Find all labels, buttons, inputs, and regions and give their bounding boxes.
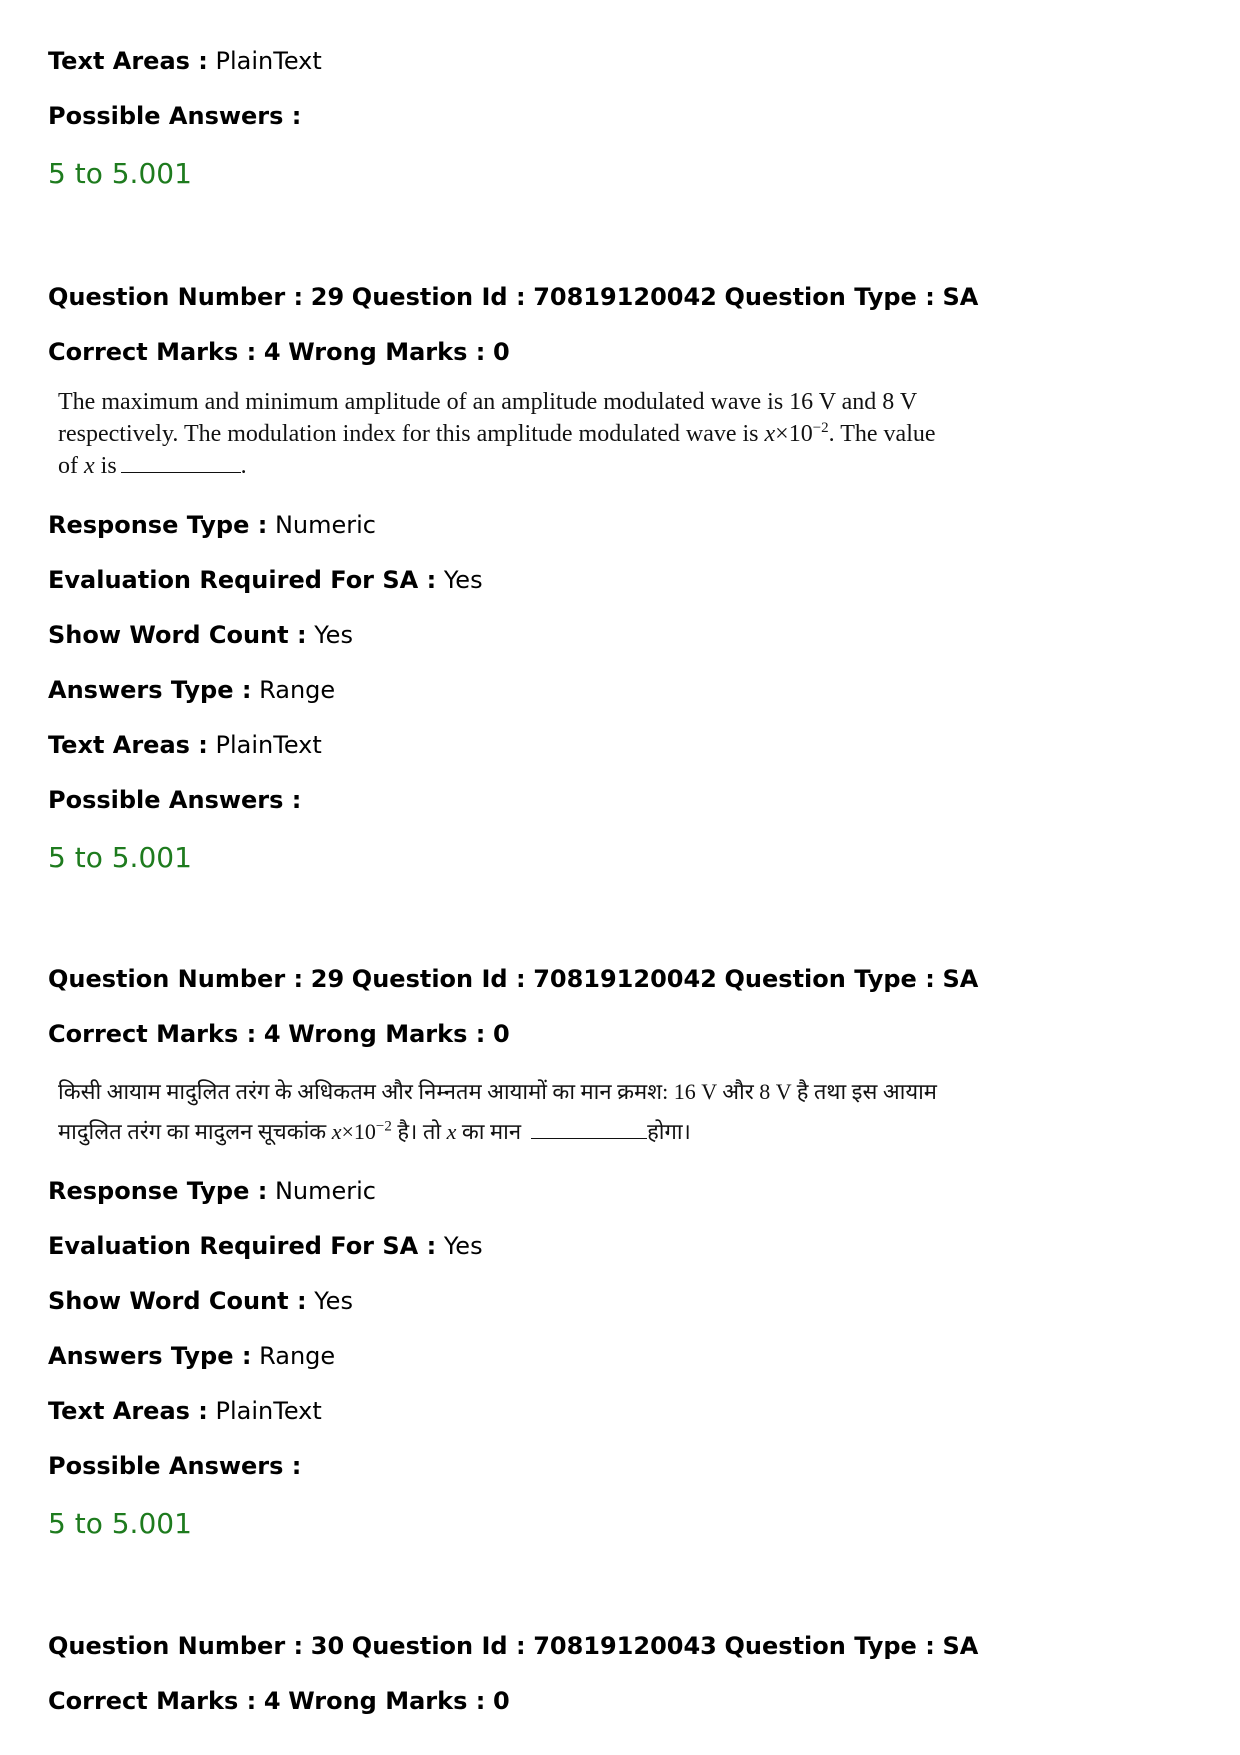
answer-blank	[531, 1137, 647, 1139]
math-multiplier: ×10	[775, 421, 813, 447]
show-word-count-label: Show Word Count :	[48, 621, 307, 649]
question-text-fragment: का मान	[456, 1119, 522, 1144]
question-text-fragment: है। तो	[391, 1119, 447, 1144]
possible-answers-label: Possible Answers :	[48, 786, 302, 814]
question-text-fragment: . The value	[828, 421, 936, 447]
evaluation-required-label: Evaluation Required For SA :	[48, 566, 437, 594]
answers-type-value: Range	[259, 676, 336, 704]
possible-answers-row	[48, 785, 301, 815]
possible-answers-row	[48, 101, 301, 131]
response-type-value: Numeric	[274, 511, 376, 539]
possible-answers-label: Possible Answers :	[48, 1452, 302, 1480]
possible-answers-label: Possible Answers :	[48, 102, 302, 130]
text-areas-label: Text Areas :	[48, 1397, 208, 1425]
question-id: 70819120042	[533, 283, 717, 311]
evaluation-required-value: Yes	[443, 566, 483, 594]
math-variable: x	[446, 1119, 457, 1144]
text-areas-value: PlainText	[215, 1397, 322, 1425]
answers-type-row	[48, 1341, 335, 1371]
evaluation-required-row	[48, 1231, 483, 1261]
wrong-marks-label: Wrong Marks :	[288, 338, 486, 366]
question-text-line: किसी आयाम मादुलित तरंग के अधिकतम और निम्नतम आयामों का मान क्रमश: 16 V और 8 V है तथा इस आयाम	[58, 1079, 937, 1104]
question-number-label: Question Number :	[48, 283, 304, 311]
answers-type-row	[48, 675, 335, 705]
question-type: SA	[942, 1632, 979, 1660]
text-areas-value: PlainText	[215, 47, 322, 75]
marks-row	[48, 337, 510, 367]
show-word-count-label: Show Word Count :	[48, 1287, 307, 1315]
question-type-label: Question Type :	[724, 1632, 935, 1660]
wrong-marks: 0	[492, 1020, 510, 1048]
show-word-count-value: Yes	[314, 621, 353, 649]
evaluation-required-value: Yes	[443, 1232, 483, 1260]
math-multiplier: ×10	[341, 1119, 376, 1144]
correct-marks: 4	[263, 1020, 281, 1048]
question-text-line	[58, 450, 936, 482]
question-text-fragment: is	[94, 453, 117, 479]
answers-type-value: Range	[259, 1342, 336, 1370]
question-id-label: Question Id :	[351, 965, 526, 993]
possible-answers-row	[48, 1451, 301, 1481]
marks-row	[48, 1019, 510, 1049]
question-text-fragment: .	[240, 453, 247, 479]
marks-row	[48, 1686, 510, 1716]
wrong-marks: 0	[492, 1687, 510, 1715]
math-variable: x	[331, 1119, 342, 1144]
question-text-fragment: होगा।	[647, 1119, 691, 1144]
correct-marks: 4	[263, 338, 281, 366]
show-word-count-row	[48, 620, 353, 650]
answer-blank	[121, 471, 241, 473]
question-text-fragment: मादुलित तरंग का मादुलन सूचकांक	[58, 1119, 332, 1144]
question-id: 70819120042	[533, 965, 717, 993]
evaluation-required-label: Evaluation Required For SA :	[48, 1232, 437, 1260]
question-text-fragment: respectively. The modulation index for this amplitude modulated wave is	[58, 421, 765, 447]
text-areas-row	[48, 730, 322, 760]
question-type: SA	[942, 283, 979, 311]
math-exponent: −2	[812, 420, 829, 436]
correct-marks-label: Correct Marks :	[48, 338, 257, 366]
question-header	[48, 1631, 978, 1661]
wrong-marks-label: Wrong Marks :	[288, 1020, 486, 1048]
possible-answer-value: 5 to 5.001	[48, 157, 192, 190]
wrong-marks-label: Wrong Marks :	[288, 1687, 486, 1715]
question-text-line: The maximum and minimum amplitude of an amplitude modulated wave is 16 V and 8 V	[58, 389, 918, 415]
question-type-label: Question Type :	[724, 965, 935, 993]
question-number-label: Question Number :	[48, 965, 304, 993]
correct-marks-label: Correct Marks :	[48, 1020, 257, 1048]
question-text-line	[58, 1112, 937, 1152]
correct-marks-label: Correct Marks :	[48, 1687, 257, 1715]
text-areas-label: Text Areas :	[48, 731, 208, 759]
answers-type-label: Answers Type :	[48, 676, 252, 704]
evaluation-required-row	[48, 565, 483, 595]
question-number: 29	[310, 965, 345, 993]
text-areas-row	[48, 46, 322, 76]
math-variable: x	[84, 453, 95, 479]
wrong-marks: 0	[492, 338, 510, 366]
response-type-value: Numeric	[274, 1177, 376, 1205]
possible-answer-value: 5 to 5.001	[48, 1507, 192, 1540]
show-word-count-value: Yes	[314, 1287, 353, 1315]
question-header	[48, 282, 978, 312]
text-areas-row	[48, 1396, 322, 1426]
question-text-line	[58, 418, 936, 450]
question-id-label: Question Id :	[351, 1632, 526, 1660]
response-type-row	[48, 1176, 376, 1206]
question-number-label: Question Number :	[48, 1632, 304, 1660]
question-id-label: Question Id :	[351, 283, 526, 311]
response-type-label: Response Type :	[48, 1177, 268, 1205]
text-areas-value: PlainText	[215, 731, 322, 759]
correct-marks: 4	[263, 1687, 281, 1715]
text-areas-label: Text Areas :	[48, 47, 208, 75]
question-header	[48, 964, 978, 994]
question-number: 30	[310, 1632, 345, 1660]
question-type: SA	[942, 965, 979, 993]
response-type-label: Response Type :	[48, 511, 268, 539]
answers-type-label: Answers Type :	[48, 1342, 252, 1370]
response-type-row	[48, 510, 376, 540]
question-id: 70819120043	[533, 1632, 717, 1660]
question-text-fragment: of	[58, 453, 84, 479]
question-number: 29	[310, 283, 345, 311]
question-text	[58, 386, 936, 482]
question-type-label: Question Type :	[724, 283, 935, 311]
question-text	[58, 1072, 937, 1152]
possible-answer-value: 5 to 5.001	[48, 841, 192, 874]
show-word-count-row	[48, 1286, 353, 1316]
math-variable: x	[764, 421, 776, 447]
math-exponent: −2	[375, 1118, 392, 1135]
